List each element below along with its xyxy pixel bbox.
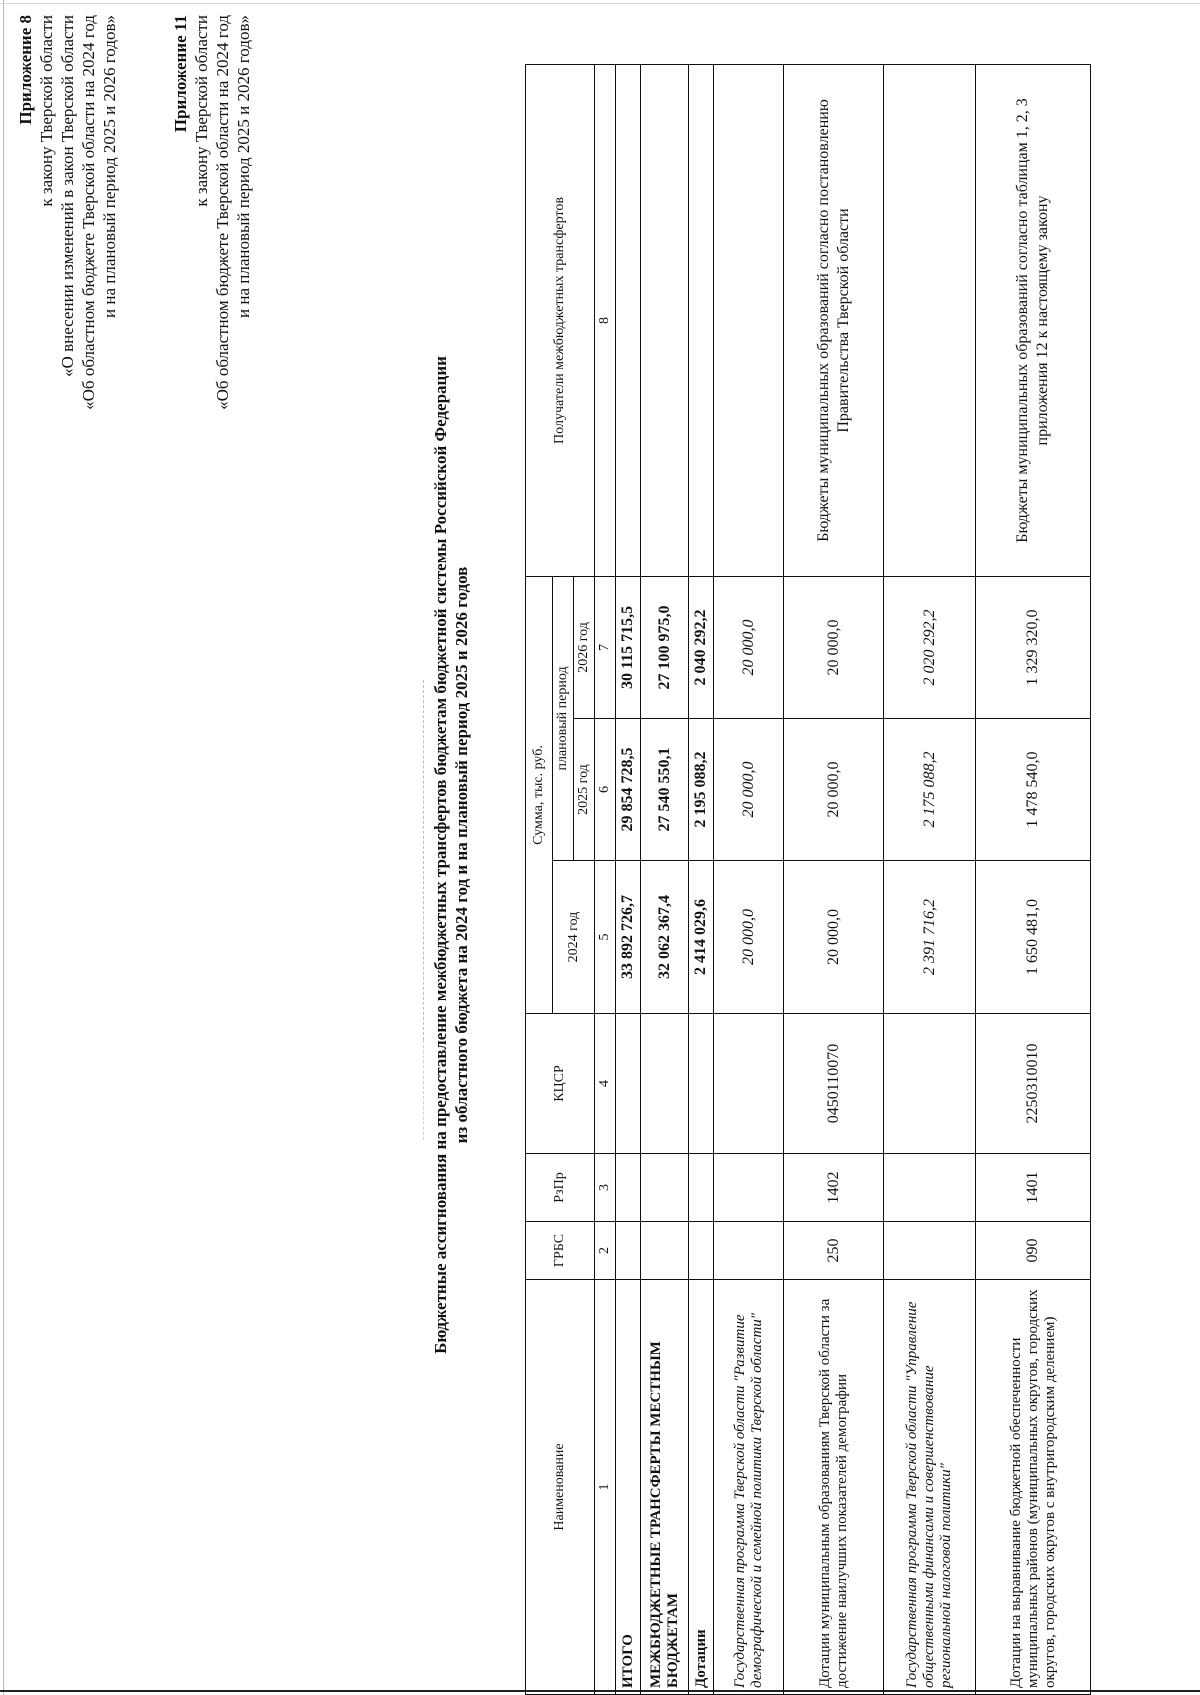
header-recipients: Получатели межбюджетных трансфертов — [526, 64, 595, 576]
appendix-11-title: Приложение 11 — [171, 15, 190, 133]
row-recipient — [641, 64, 689, 576]
row-grbs — [884, 1222, 976, 1280]
header-2025: 2025 год — [574, 719, 595, 861]
row-value-2025: 1 478 540,0 — [976, 719, 1091, 861]
row-name: МЕЖБЮДЖЕТНЫЕ ТРАНСФЕРТЫ МЕСТНЫМ БЮДЖЕТАМ — [641, 1280, 689, 1695]
row-value-2025: 29 854 728,5 — [616, 719, 641, 861]
appendix-8-line: и на плановый период 2025 и 2026 годов» — [100, 15, 119, 318]
appendix-11-line: и на плановый период 2025 и 2026 годов» — [234, 15, 253, 318]
table-row — [784, 64, 884, 1694]
row-value-2024: 33 892 726,7 — [616, 861, 641, 1014]
row-recipient — [616, 64, 641, 576]
row-value-2024: 2 391 716,2 — [884, 861, 976, 1014]
row-rzpr: 1402 — [784, 1154, 884, 1222]
column-number: 5 — [595, 861, 616, 1014]
row-name: Дотации — [689, 1280, 714, 1695]
column-number: 6 — [595, 719, 616, 861]
appendix-11-header — [170, 15, 254, 425]
row-recipient — [714, 64, 784, 576]
appendix-8-line: «Об областном бюджете Тверской области на 2024 год — [79, 15, 98, 410]
column-number: 1 — [595, 1280, 616, 1695]
row-value-2025: 2 195 088,2 — [689, 719, 714, 861]
header-name: Наименование — [526, 1280, 595, 1695]
row-kcsr — [884, 1014, 976, 1154]
row-grbs — [689, 1222, 714, 1280]
row-value-2025: 20 000,0 — [784, 719, 884, 861]
document-title — [430, 245, 472, 1465]
row-value-2024: 20 000,0 — [714, 861, 784, 1014]
header-grbs: ГРБС — [526, 1222, 595, 1280]
document-title-line-1: Бюджетные ассигнования на предоставление межбюджетных трансфертов бюджетам бюджетной системы Российской Федерации — [431, 356, 450, 1354]
row-value-2026: 1 329 320,0 — [976, 576, 1091, 718]
row-kcsr — [689, 1014, 714, 1154]
table-row — [616, 64, 641, 1694]
header-plan-period: плановый период — [553, 576, 574, 860]
row-value-2026: 20 000,0 — [714, 576, 784, 718]
row-value-2025: 27 540 550,1 — [641, 719, 689, 861]
row-grbs: 090 — [976, 1222, 1091, 1280]
row-value-2024: 20 000,0 — [784, 861, 884, 1014]
row-recipient — [884, 64, 976, 576]
row-value-2025: 2 175 088,2 — [884, 719, 976, 861]
header-2026: 2026 год — [574, 576, 595, 718]
header-2024: 2024 год — [553, 861, 595, 1014]
row-grbs — [616, 1222, 641, 1280]
header-rzpr: РзПр — [526, 1154, 595, 1222]
row-kcsr — [616, 1014, 641, 1154]
appendix-8-header — [15, 15, 120, 525]
document-title-line-2: из областного бюджета на 2024 год и на плановый период 2025 и 2026 годов — [452, 566, 471, 1144]
row-rzpr — [616, 1154, 641, 1222]
column-number: 2 — [595, 1222, 616, 1280]
row-rzpr: 1401 — [976, 1154, 1091, 1222]
appendix-8-line: к закону Тверской области — [37, 15, 56, 207]
row-grbs — [641, 1222, 689, 1280]
row-value-2026: 20 000,0 — [784, 576, 884, 718]
transfers-table — [525, 64, 1091, 1695]
row-value-2025: 20 000,0 — [714, 719, 784, 861]
row-value-2024: 1 650 481,0 — [976, 861, 1091, 1014]
column-number: 7 — [595, 576, 616, 718]
row-rzpr — [714, 1154, 784, 1222]
row-name: Государственная программа Тверской области "Управление общественными финансами и совершенствование региональной налоговой политики" — [884, 1280, 976, 1695]
row-grbs: 250 — [784, 1222, 884, 1280]
row-value-2026: 27 100 975,0 — [641, 576, 689, 718]
row-kcsr: 2250310010 — [976, 1014, 1091, 1154]
row-rzpr — [641, 1154, 689, 1222]
row-kcsr: 0450110070 — [784, 1014, 884, 1154]
table-row — [884, 64, 976, 1694]
appendix-8-line: «О внесении изменений в закон Тверской области — [58, 15, 77, 377]
appendix-11-line: к закону Тверской области — [192, 15, 211, 207]
row-value-2024: 2 414 029,6 — [689, 861, 714, 1014]
row-name: Дотации на выравнивание бюджетной обеспеченности муниципальных районов (муниципальных округов, городских округов, городских округов с внутригородским делением) — [976, 1280, 1091, 1695]
column-number: 3 — [595, 1154, 616, 1222]
appendix-8-title: Приложение 8 — [16, 15, 35, 125]
row-recipient: Бюджеты муниципальных образований согласно таблицам 1, 2, 3 приложения 12 к настоящему закону — [976, 64, 1091, 576]
row-kcsr — [714, 1014, 784, 1154]
row-grbs — [714, 1222, 784, 1280]
row-name: Дотации муниципальным образованиям Тверской области за достижение наилучших показателей демографии — [784, 1280, 884, 1695]
column-number: 4 — [595, 1014, 616, 1154]
header-kcsr: КЦСР — [526, 1014, 595, 1154]
row-value-2026: 2 020 292,2 — [884, 576, 976, 718]
row-kcsr — [641, 1014, 689, 1154]
row-name: ИТОГО — [616, 1280, 641, 1695]
column-number: 8 — [595, 64, 616, 576]
row-value-2026: 2 040 292,2 — [689, 576, 714, 718]
table-row — [689, 64, 714, 1694]
row-value-2026: 30 115 715,5 — [616, 576, 641, 718]
row-rzpr — [689, 1154, 714, 1222]
table-row — [714, 64, 784, 1694]
row-recipient: Бюджеты муниципальных образований согласно постановлению Правительства Тверской области — [784, 64, 884, 576]
table-row — [976, 64, 1091, 1694]
table-row — [641, 64, 689, 1694]
row-value-2024: 32 062 367,4 — [641, 861, 689, 1014]
row-name: Государственная программа Тверской области "Развитие демографической и семейной политики Тверской области" — [714, 1280, 784, 1695]
row-recipient — [689, 64, 714, 576]
row-rzpr — [884, 1154, 976, 1222]
header-sum: Сумма, тыс. руб. — [526, 576, 553, 1013]
column-number-row — [595, 64, 616, 1694]
appendix-11-line: «Об областном бюджете Тверской области на 2024 год — [213, 15, 232, 410]
